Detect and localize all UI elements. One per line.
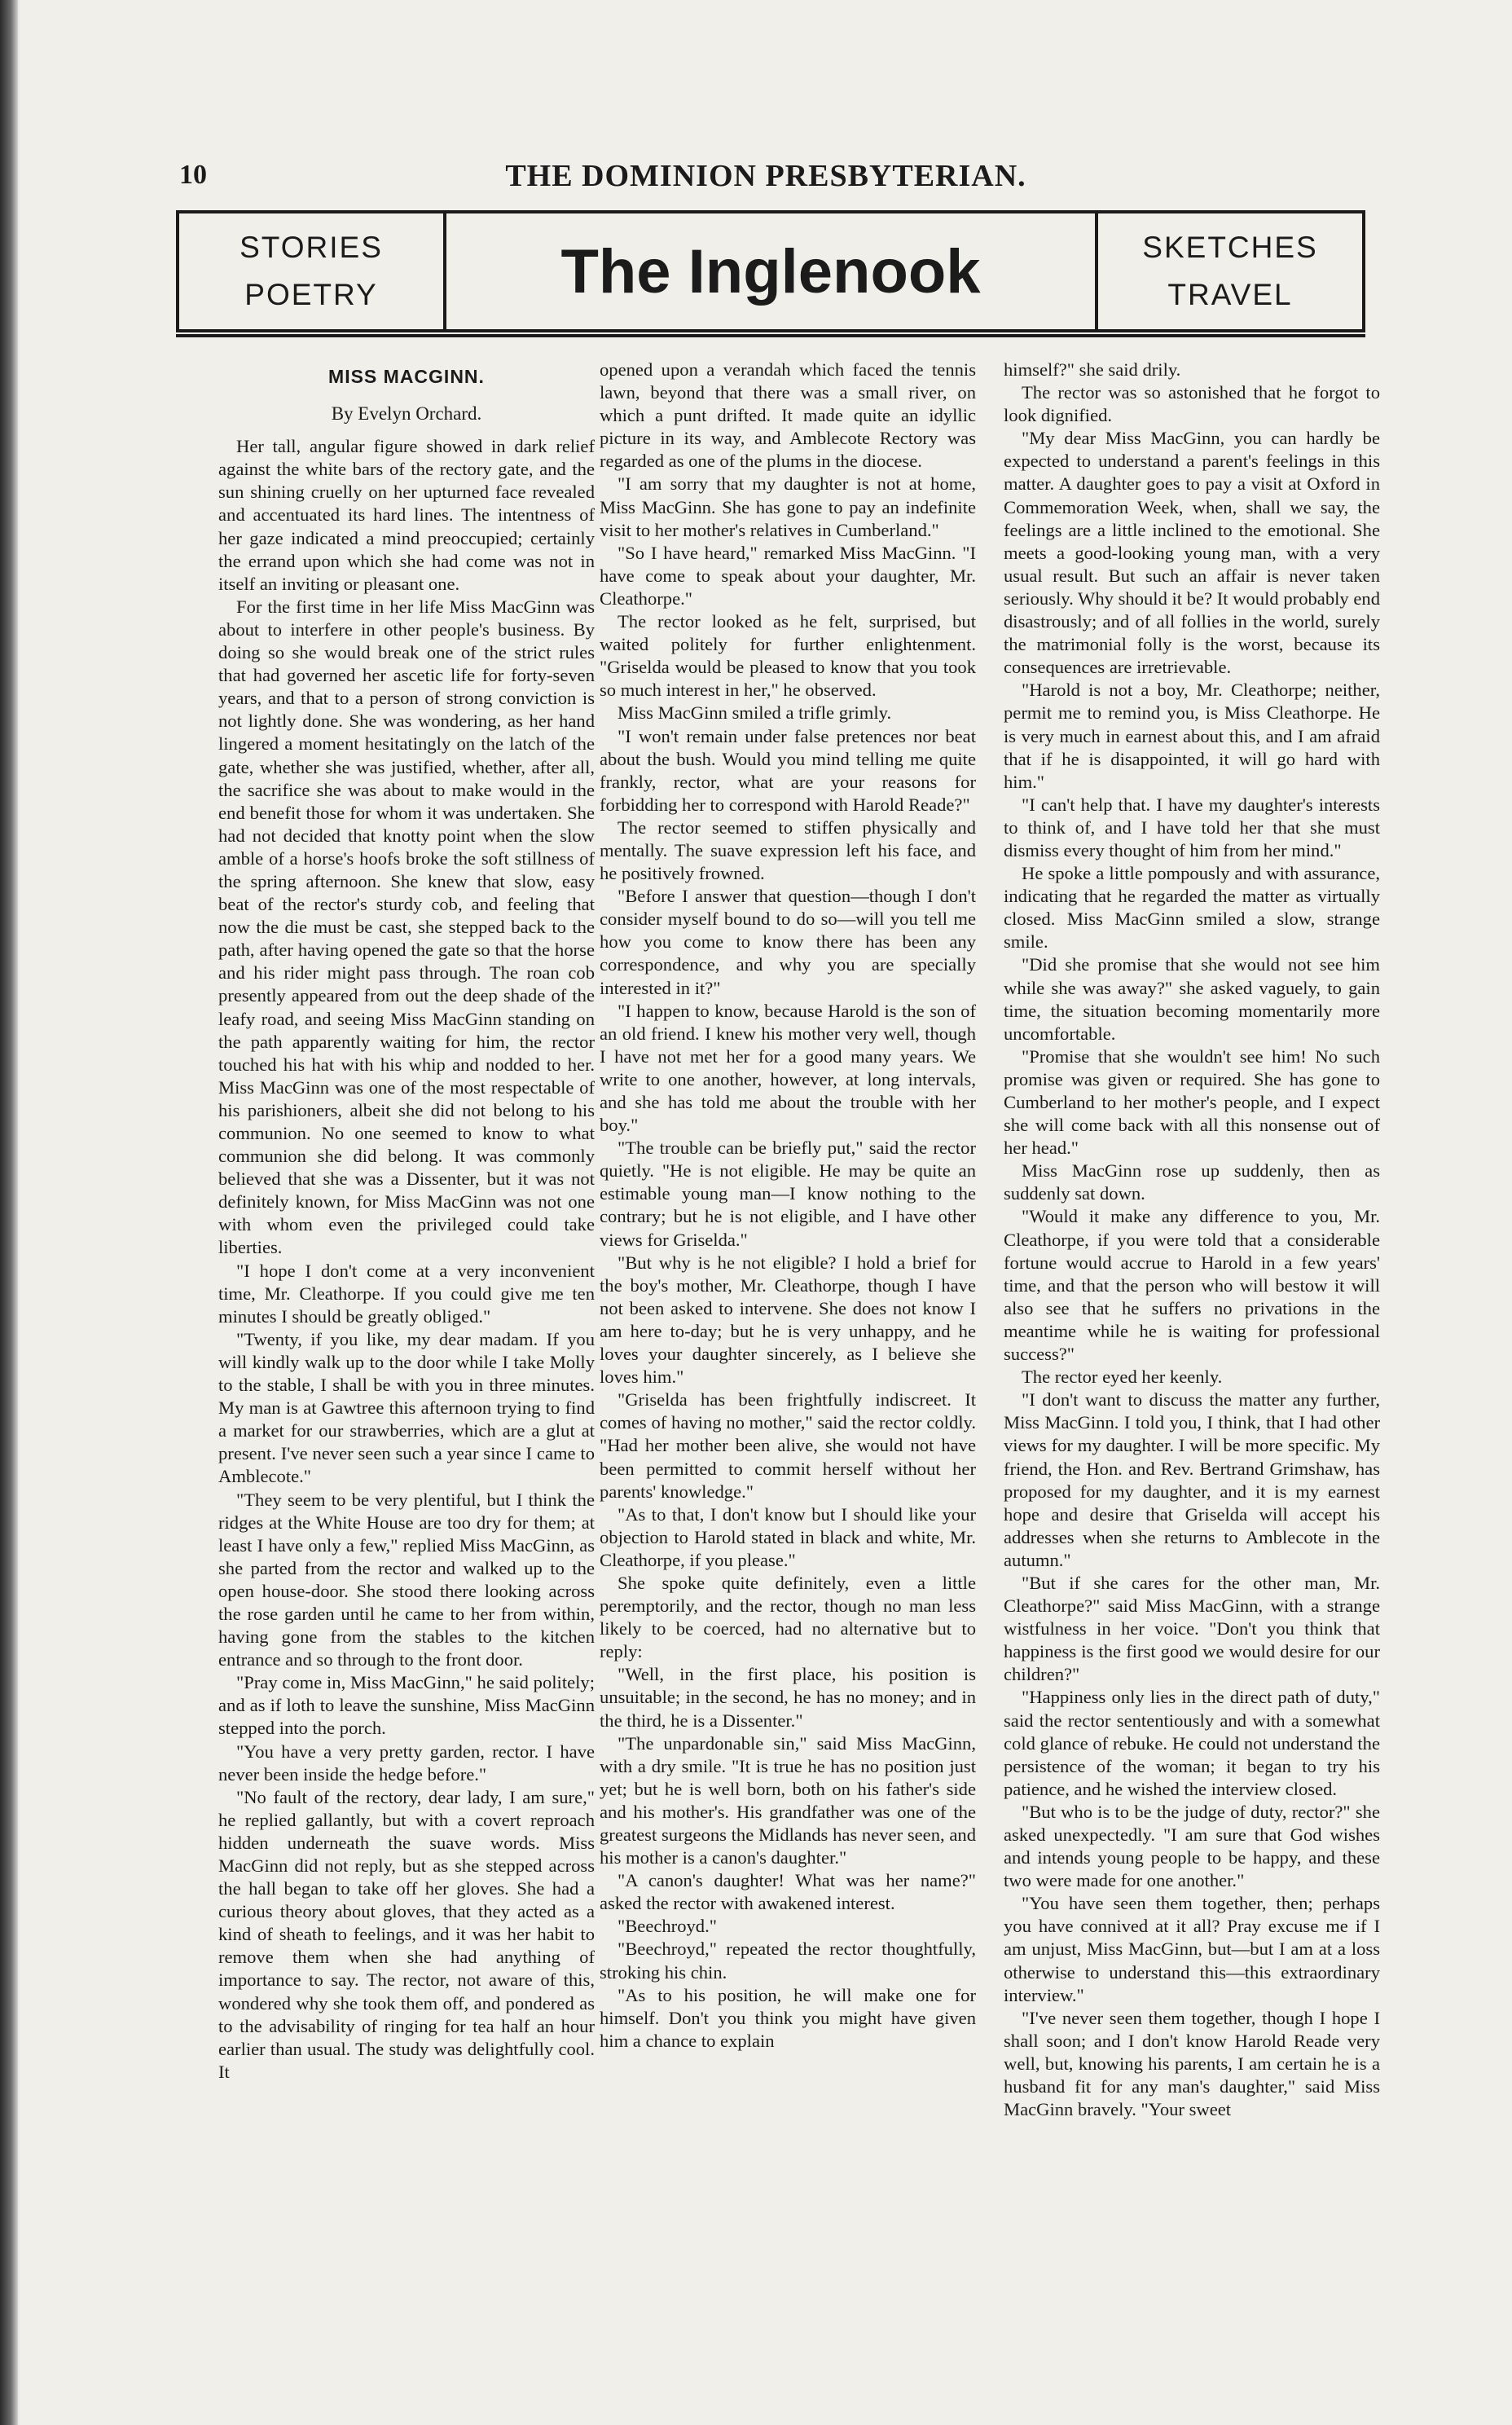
story-paragraph: "Harold is not a boy, Mr. Cleathorpe; neither, permit me to remind you, is Miss Cleathorpe. He is very much in earnest about this, and I am afraid that if he is disappointed, it will go hard with him." (1004, 680, 1380, 792)
book-binding-edge (0, 0, 18, 2425)
story-paragraph: "But if she cares for the other man, Mr. Cleathorpe?" said Miss MacGinn, with a strange wistfulness in her voice. "Don't you think that happiness is the first good we would desire for our children?" (1004, 1572, 1380, 1685)
story-paragraph: opened upon a verandah which faced the tennis lawn, beyond that there was a small river, on which a punt drifted. It made quite an idyllic picture in its way, and Amblecote Rectory was regarded as one of the plums in the diocese. (600, 359, 976, 472)
story-paragraph: "Promise that she wouldn't see him! No such promise was given or required. She has gone to Cumberland to her mother's people, and I expect she will come back with all this nonsense out of her head." (1004, 1045, 1380, 1159)
story-paragraph: "As to his position, he will make one for himself. Don't you think you might have given him a chance to explain (600, 1984, 976, 2051)
story-paragraph: "Would it make any difference to you, Mr. Cleathorpe, if you were told that a considerable fortune would accrue to Harold in a few years' time, and that the person who will bestow it will also see that he suffers no privations in the meantime while he is waiting for professional success?" (1004, 1206, 1380, 1365)
story-paragraph: Her tall, angular figure showed in dark relief against the white bars of the rectory gate, and the sun shining cruelly on her upturned face revealed and accentuated its hard lines. The intentness of her gaze indicated a mind preoccupied; certainly the errand upon which she had come was not in itself an inviting or pleasant one. (218, 436, 595, 594)
story-paragraph: The rector looked as he felt, surprised, but waited politely for further enlightenment. "Griselda would be pleased to know that you took so much interest in her," he observed. (600, 611, 976, 701)
header-left-panel (179, 213, 446, 329)
story-paragraph: "I can't help that. I have my daughter's interests to think of, and I have told her that she must dismiss every thought of him from her mind." (1004, 794, 1380, 860)
story-paragraph: "Twenty, if you like, my dear madam. If you will kindly walk up to the door while I take Molly to the stable, I shall be with you in three minutes. My man is at Gawtree this afternoon trying to find a market for our strawberries, which are a glut at present. I've never seen such a year since I came to Amblecote." (218, 1328, 595, 1487)
story-paragraph: "Before I answer that question—though I don't consider myself bound to do so—will you tell me how you come to know there has been any correspondence, and why you are specially interested in it?" (600, 886, 976, 998)
story-paragraph: The rector was so astonished that he forgot to look dignified. (1004, 382, 1380, 426)
story-paragraph: "They seem to be very plentiful, but I think the ridges at the White House are too dry for them; at least I have only a few," replied Miss MacGinn, as she parted from the rector and walked up to the open house-door. She stood there looking across the rose garden until he came to her from within, having gone from the stables to the kitchen entrance and so through to the front door. (218, 1489, 595, 1670)
newspaper-page (20, 0, 1512, 2425)
story-paragraph: "I don't want to discuss the matter any further, Miss MacGinn. I told you, I think, that I had other views for my daughter. I will be more specific. My friend, the Hon. and Rev. Bertrand Grimshaw, has proposed for my daughter, and it is my earnest hope and desire that Griselda will accept his addresses when she returns to Amblecote in the autumn." (1004, 1389, 1380, 1570)
header-right-panel (1095, 213, 1362, 329)
story-paragraph: Miss MacGinn rose up suddenly, then as suddenly sat down. (1004, 1160, 1380, 1204)
story-paragraph: "But who is to be the judge of duty, rector?" she asked unexpectedly. "I am sure that God wishes and intends young people to be happy, and these two were made for one another." (1004, 1801, 1380, 1891)
story-paragraph: "Happiness only lies in the direct path of duty," said the rector sententiously and with a somewhat cold glance of rebuke. He could not understand the persistence of the woman; it began to try his patience, and he wished the interview closed. (1004, 1687, 1380, 1799)
header-right-travel: TRAVEL (1167, 278, 1293, 311)
header-right-sketches: SKETCHES (1142, 231, 1318, 264)
column-1 (218, 359, 595, 2084)
story-paragraph: "The trouble can be briefly put," said the rector quietly. "He is not eligible. He may be quite an estimable young man—I know nothing to the contrary; but he is not eligible, and I have other views for Griselda." (600, 1138, 976, 1250)
story-paragraph: "I won't remain under false pretences nor beat about the bush. Would you mind telling me quite frankly, rector, what are your reasons for forbidding her to correspond with Harold Reade?" (600, 725, 976, 815)
story-paragraph: "So I have heard," remarked Miss MacGinn. "I have come to speak about your daughter, Mr. Cleathorpe." (600, 542, 976, 609)
story-paragraph: He spoke a little pompously and with assurance, indicating that he regarded the matter as virtually closed. Miss MacGinn smiled a slow, strange smile. (1004, 863, 1380, 953)
story-paragraph: Miss MacGinn smiled a trifle grimly. (618, 702, 892, 724)
story-paragraph: "The unpardonable sin," said Miss MacGinn, with a dry smile. "It is true he has no position just yet; but he is well born, both on his father's side and his mother's. His grandfather was one of the greatest surgeons the Midlands has never seen, and his mother is a canon's daughter." (600, 1732, 976, 1868)
story-byline: By Evelyn Orchard. (331, 403, 482, 425)
story-paragraph: "I am sorry that my daughter is not at home, Miss MacGinn. She has gone to pay an indefinite visit to her mother's relatives in Cumberland." (600, 473, 976, 540)
header-left-poetry: POETRY (244, 278, 378, 311)
story-paragraph: "A canon's daughter! What was her name?" asked the rector with awakened interest. (600, 1870, 976, 1914)
column-1-body (218, 435, 595, 2084)
story-title: MISS MACGINN. (328, 366, 485, 387)
story-paragraph: "I happen to know, because Harold is the son of an old friend. I knew his mother very well, though I have not met her for a good many years. We write to one another, however, at long intervals, and she has told me about the trouble with her boy." (600, 1000, 976, 1136)
story-paragraph: "No fault of the rectory, dear lady, I am sure," he replied gallantly, but with a covert reproach hidden underneath the suave words. Miss MacGinn did not reply, but as she stepped across the hall began to take off her gloves. She had a curious theory about gloves, that they acted as a kind of sheath to feelings, and it was her habit to remove them when she had anything of importance to say. The rector, not aware of this, wondered why she took them off, and pondered as to the advisability of ringing for tea half an hour earlier than usual. The study was delightfully cool. It (218, 1786, 595, 2082)
story-paragraph: "My dear Miss MacGinn, you can hardly be expected to understand a parent's feelings in this matter. A daughter goes to pay a visit at Oxford in Commemoration Week, when, shall we say, the feelings are a little inclined to the emotional. She meets a good-looking young man, with a very usual result. But such an affair is never taken seriously. Why should it be? It would probably end disastrously; and of all follies in the world, surely the matrimonial folly is the worst, because its consequences are irretrievable. (1004, 428, 1380, 678)
story-paragraph: For the first time in her life Miss MacGinn was about to interfere in other people's business. By doing so she would break one of the strict rules that had governed her ascetic life for forty-seven years, and that to a person of strong conviction is not lightly done. She was wondering, as her hand lingered a moment hesitatingly on the latch of the gate, whether she was justified, whether, after all, the sacrifice she was about to make would in the end benefit those for whom it was undertaken. She had not decided that knotty point when the slow amble of a horse's hoofs broke the soft stillness of the spring afternoon. She knew that slow, easy beat of the rector's sturdy cob, and feeling that now the die must be cast, she stepped back to the path, after having opened the gate so that the horse and his rider might pass through. The roan cob presently appeared from out the deep shade of the leafy road, and seeing Miss MacGinn standing on the path apparently waiting for him, the rector touched his hat with his whip and nodded to her. Miss MacGinn was one of the most respectable of his parishioners, albeit she did not belong to his communion. No one seemed to know to what communion she did belong. It was commonly believed that she was a Dissenter, but it was not definitely known, for Miss MacGinn was not one with whom even the privileged could take liberties. (218, 596, 595, 1258)
column-2 (600, 359, 976, 2053)
story-paragraph: "Pray come in, Miss MacGinn," he said politely; and as if loth to leave the sunshine, Miss MacGinn stepped into the porch. (218, 1672, 595, 1739)
column-2-body (600, 359, 976, 2053)
story-paragraph: She spoke quite definitely, even a little peremptorily, and the rector, though no man less likely to be coerced, had no alternative but to reply: (600, 1572, 976, 1662)
story-paragraph: The rector seemed to stiffen physically and mentally. The suave expression left his face, and he positively frowned. (600, 816, 976, 884)
header-rule (176, 334, 1365, 337)
story-paragraph: "But why is he not eligible? I hold a brief for the boy's mother, Mr. Cleathorpe, though I have not been asked to intervene. She does not know I am here to-day; but he is very unhappy, and he loves your daughter sincerely, as I believe she loves him." (600, 1252, 976, 1388)
story-paragraph: "Well, in the first place, his position is unsuitable; in the second, he has no money; and in the third, he is a Dissenter." (600, 1664, 976, 1731)
page-number: 10 (179, 160, 207, 190)
header-left-stories: STORIES (240, 231, 383, 264)
story-paragraph: "Did she promise that she would not see him while she was away?" she asked vaguely, to gain time, the situation becoming momentarily more uncomfortable. (1004, 954, 1380, 1044)
story-paragraph: "As to that, I don't know but I should like your objection to Harold stated in black and white, Mr. Cleathorpe, if you please." (600, 1503, 976, 1570)
story-paragraph: himself?" she said drily. (1004, 359, 1181, 380)
story-paragraph: "Beechroyd," repeated the rector thoughtfully, stroking his chin. (600, 1939, 976, 1983)
column-3 (1004, 359, 1380, 2121)
story-paragraph: "You have seen them together, then; perhaps you have connived at it all? Pray excuse me if I am unjust, Miss MacGinn, but—but I am at a loss otherwise to understand this—this extraordinary interview." (1004, 1893, 1380, 2005)
story-paragraph: "I've never seen them together, though I hope I shall soon; and I don't know Harold Reade very well, but, knowing his parents, I am certain he is a husband fit for any man's daughter," said Miss MacGinn bravely. "Your sweet (1004, 2007, 1380, 2120)
story-paragraph: "Griselda has been frightfully indiscreet. It comes of having no mother," said the rector coldly. "Had her mother been alive, she would not have been permitted to commit herself without her parents' knowledge." (600, 1389, 976, 1502)
story-paragraph: "Beechroyd." (618, 1916, 717, 1937)
story-paragraph: The rector eyed her keenly. (1022, 1367, 1223, 1388)
masthead: THE DOMINION PRESBYTERIAN. (505, 159, 1026, 193)
story-paragraph: "You have a very pretty garden, rector. I have never been inside the hedge before." (218, 1741, 595, 1785)
section-header-box (176, 210, 1365, 332)
column-3-body (1004, 359, 1380, 2121)
story-paragraph: "I hope I don't come at a very inconvenient time, Mr. Cleathorpe. If you could give me ten minutes I should be greatly obliged." (218, 1260, 595, 1327)
section-title: The Inglenook (560, 236, 981, 306)
